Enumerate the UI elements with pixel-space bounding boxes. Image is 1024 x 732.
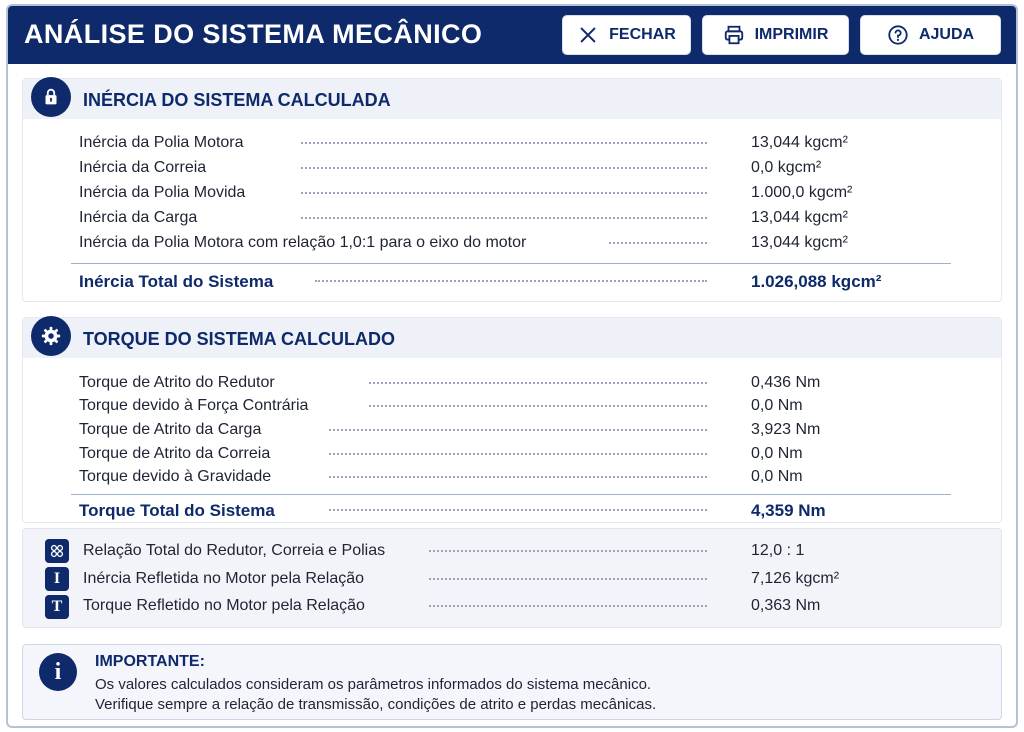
row-label: Relação Total do Redutor, Correia e Polias bbox=[83, 542, 386, 559]
row-label: Torque de Atrito da Carga bbox=[79, 421, 262, 438]
note-line: Verifique sempre a relação de transmissão, condições de atrito e perdas mecânicas. bbox=[95, 696, 657, 713]
leader-dots bbox=[369, 405, 707, 407]
row-label: Inércia da Polia Motora bbox=[79, 134, 244, 151]
leader-dots bbox=[329, 429, 707, 431]
row-value: 13,044 kgcm² bbox=[751, 134, 848, 151]
gear-icon bbox=[31, 316, 71, 356]
close-button-label: FECHAR bbox=[609, 26, 676, 43]
inertia-total-row bbox=[79, 269, 959, 293]
leader-dots bbox=[329, 453, 707, 455]
title-bar bbox=[8, 6, 1016, 64]
row-value: 0,0 Nm bbox=[751, 468, 803, 485]
leader-dots bbox=[609, 242, 707, 244]
inertia-row bbox=[79, 206, 959, 230]
printer-icon bbox=[723, 24, 745, 46]
row-value: 12,0 : 1 bbox=[751, 542, 805, 559]
inertia-row bbox=[79, 156, 959, 180]
leader-dots bbox=[315, 280, 707, 282]
link-icon bbox=[45, 539, 69, 563]
row-value: 13,044 kgcm² bbox=[751, 234, 848, 251]
inertia-section-header bbox=[23, 79, 1001, 119]
leader-dots bbox=[369, 382, 707, 384]
torque-section-header bbox=[23, 318, 1001, 358]
inertia-row bbox=[79, 181, 959, 205]
total-value: 1.026,088 kgcm² bbox=[751, 272, 882, 291]
ratio-row bbox=[83, 594, 963, 618]
leader-dots bbox=[301, 217, 707, 219]
row-label: Torque de Atrito do Redutor bbox=[79, 374, 275, 391]
total-divider bbox=[71, 494, 951, 495]
leader-dots bbox=[301, 192, 707, 194]
help-button-label: AJUDA bbox=[918, 26, 975, 43]
inertia-letter-icon: I bbox=[45, 567, 69, 591]
ratio-row bbox=[83, 539, 963, 563]
torque-row bbox=[79, 442, 959, 466]
torque-row bbox=[79, 371, 959, 395]
torque-section bbox=[22, 317, 1002, 523]
print-button-label: IMPRIMIR bbox=[754, 26, 829, 43]
torque-row bbox=[79, 394, 959, 418]
row-label: Torque devido à Força Contrária bbox=[79, 397, 309, 414]
close-button[interactable] bbox=[562, 15, 691, 55]
row-value: 3,923 Nm bbox=[751, 421, 821, 438]
print-button[interactable] bbox=[702, 15, 849, 55]
analysis-window bbox=[6, 4, 1018, 728]
inertia-section-title: INÉRCIA DO SISTEMA CALCULADA bbox=[83, 90, 391, 110]
close-icon bbox=[577, 24, 599, 46]
torque-row bbox=[79, 418, 959, 442]
ratio-row bbox=[83, 567, 963, 591]
total-label: Torque Total do Sistema bbox=[79, 501, 275, 520]
inertia-section bbox=[22, 78, 1002, 302]
help-button[interactable] bbox=[860, 15, 1001, 55]
row-label: Inércia da Carga bbox=[79, 209, 198, 226]
row-label: Inércia da Polia Movida bbox=[79, 184, 246, 201]
leader-dots bbox=[429, 550, 707, 552]
total-label: Inércia Total do Sistema bbox=[79, 272, 274, 291]
row-value: 1.000,0 kgcm² bbox=[751, 184, 853, 201]
info-icon: i bbox=[39, 653, 77, 691]
row-label: Torque de Atrito da Correia bbox=[79, 445, 271, 462]
total-value: 4,359 Nm bbox=[751, 501, 826, 520]
total-divider bbox=[71, 263, 951, 264]
note-line: Os valores calculados consideram os parâmetros informados do sistema mecânico. bbox=[95, 676, 652, 693]
leader-dots bbox=[301, 167, 707, 169]
torque-letter-icon: T bbox=[45, 595, 69, 619]
torque-section-title: TORQUE DO SISTEMA CALCULADO bbox=[83, 329, 396, 349]
important-note bbox=[22, 644, 1002, 720]
help-icon bbox=[887, 24, 909, 46]
leader-dots bbox=[329, 476, 707, 478]
row-label: Inércia da Correia bbox=[79, 159, 207, 176]
row-label: Torque devido à Gravidade bbox=[79, 468, 272, 485]
row-value: 0,0 Nm bbox=[751, 445, 803, 462]
row-label: Inércia Refletida no Motor pela Relação bbox=[83, 570, 365, 587]
window-title: ANÁLISE DO SISTEMA MECÂNICO bbox=[24, 19, 483, 49]
torque-row bbox=[79, 465, 959, 489]
row-label: Inércia da Polia Motora com relação 1,0:1 para o eixo do motor bbox=[79, 234, 527, 251]
leader-dots bbox=[429, 605, 707, 607]
inertia-row bbox=[79, 131, 959, 155]
padlock-icon bbox=[31, 77, 71, 117]
row-value: 7,126 kgcm² bbox=[751, 570, 840, 587]
leader-dots bbox=[329, 509, 707, 511]
torque-total-row bbox=[79, 498, 959, 522]
inertia-row bbox=[79, 231, 959, 255]
ratio-section bbox=[22, 528, 1002, 628]
row-value: 0,363 Nm bbox=[751, 597, 821, 614]
leader-dots bbox=[429, 578, 707, 580]
row-value: 0,436 Nm bbox=[751, 374, 821, 391]
note-title: IMPORTANTE: bbox=[95, 653, 205, 670]
row-value: 13,044 kgcm² bbox=[751, 209, 848, 226]
row-label: Torque Refletido no Motor pela Relação bbox=[83, 597, 365, 614]
row-value: 0,0 kgcm² bbox=[751, 159, 822, 176]
leader-dots bbox=[301, 142, 707, 144]
row-value: 0,0 Nm bbox=[751, 397, 803, 414]
